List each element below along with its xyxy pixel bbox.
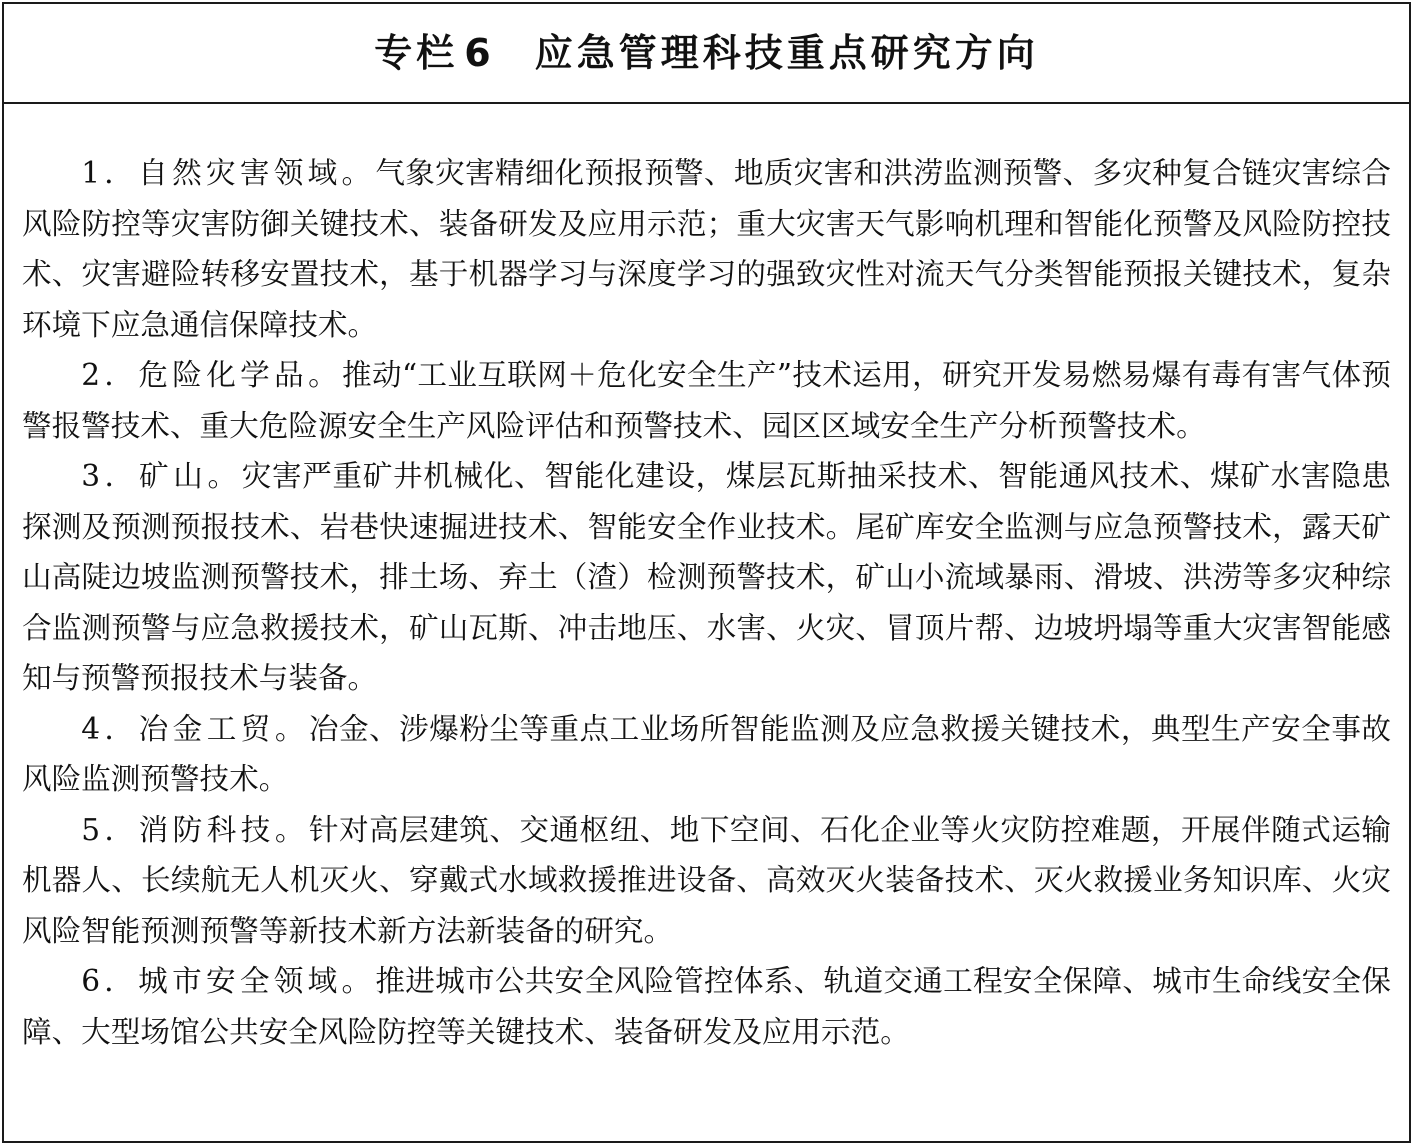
title-text: 应急管理科技重点研究方向 [534,31,1039,75]
item-fire-technology [22,805,1391,957]
item-body: 冶金、涉爆粉尘等重点工业场所智能监测及应急救援关键技术，典型生产安全事故风险监测预警技术。 [22,711,1391,796]
item-mining [22,451,1391,704]
item-lead: 6．城市安全领域。 [81,964,376,998]
item-body: 针对高层建筑、交通枢纽、地下空间、石化企业等火灾防控难题，开展伴随式运输机器人、长续航无人机灭火、穿戴式水域救援推进设备、高效灭火装备技术、灭火救援业务知识库、火灾风险智能预测预警等新技术新方法新装备的研究。 [22,812,1391,948]
item-urban-safety [22,956,1391,1057]
column-box [2,2,1411,1143]
item-natural-disaster [22,148,1391,350]
item-lead: 2．危险化学品。 [81,358,343,392]
item-metallurgy-trade [22,704,1391,805]
column-title [374,31,1039,75]
item-lead: 3．矿山。 [81,459,242,493]
column-content [4,104,1409,1057]
item-lead: 5．消防科技。 [81,812,309,847]
title-prefix: 专栏 [374,31,459,75]
item-body: 气象灾害精细化预报预警、地质灾害和洪涝监测预警、多灾种复合链灾害综合风险防控等灾害防御关键技术、装备研发及应用示范；重大灾害天气影响机理和智能化预警及风险防控技术、灾害避险转移安置技术，基于机器学习与深度学习的强致灾性对流天气分类智能预报关键技术，复杂环境下应急通信保障技术。 [22,156,1392,342]
item-body: 灾害严重矿井机械化、智能化建设，煤层瓦斯抽采技术、智能通风技术、煤矿水害隐患探测及预测预报技术、岩巷快速掘进技术、智能安全作业技术。尾矿库安全监测与应急预警技术，露天矿山高陡边坡监测预警技术，排土场、弃土（渣）检测预警技术，矿山小流域暴雨、滑坡、洪涝等多灾种综合监测预警与应急救援技术，矿山瓦斯、冲击地压、水害、火灾、冒顶片帮、边坡坍塌等重大灾害智能感知与预警预报技术与装备。 [22,459,1391,695]
item-body: 推动“工业互联网＋危化安全生产”技术运用，研究开发易燃易爆有毒有害气体预警报警技术、重大危险源安全生产风险评估和预警技术、园区区域安全生产分析预警技术。 [22,358,1392,443]
column-header [4,4,1409,104]
item-lead: 1．自然灾害领域。 [81,156,376,190]
item-body: 推进城市公共安全风险管控体系、轨道交通工程安全保障、城市生命线安全保障、大型场馆公共安全风险防控等关键技术、装备研发及应用示范。 [22,964,1392,1049]
item-lead: 4．冶金工贸。 [81,711,309,746]
title-number: 6 [464,31,495,75]
item-hazardous-chemicals [22,350,1391,451]
